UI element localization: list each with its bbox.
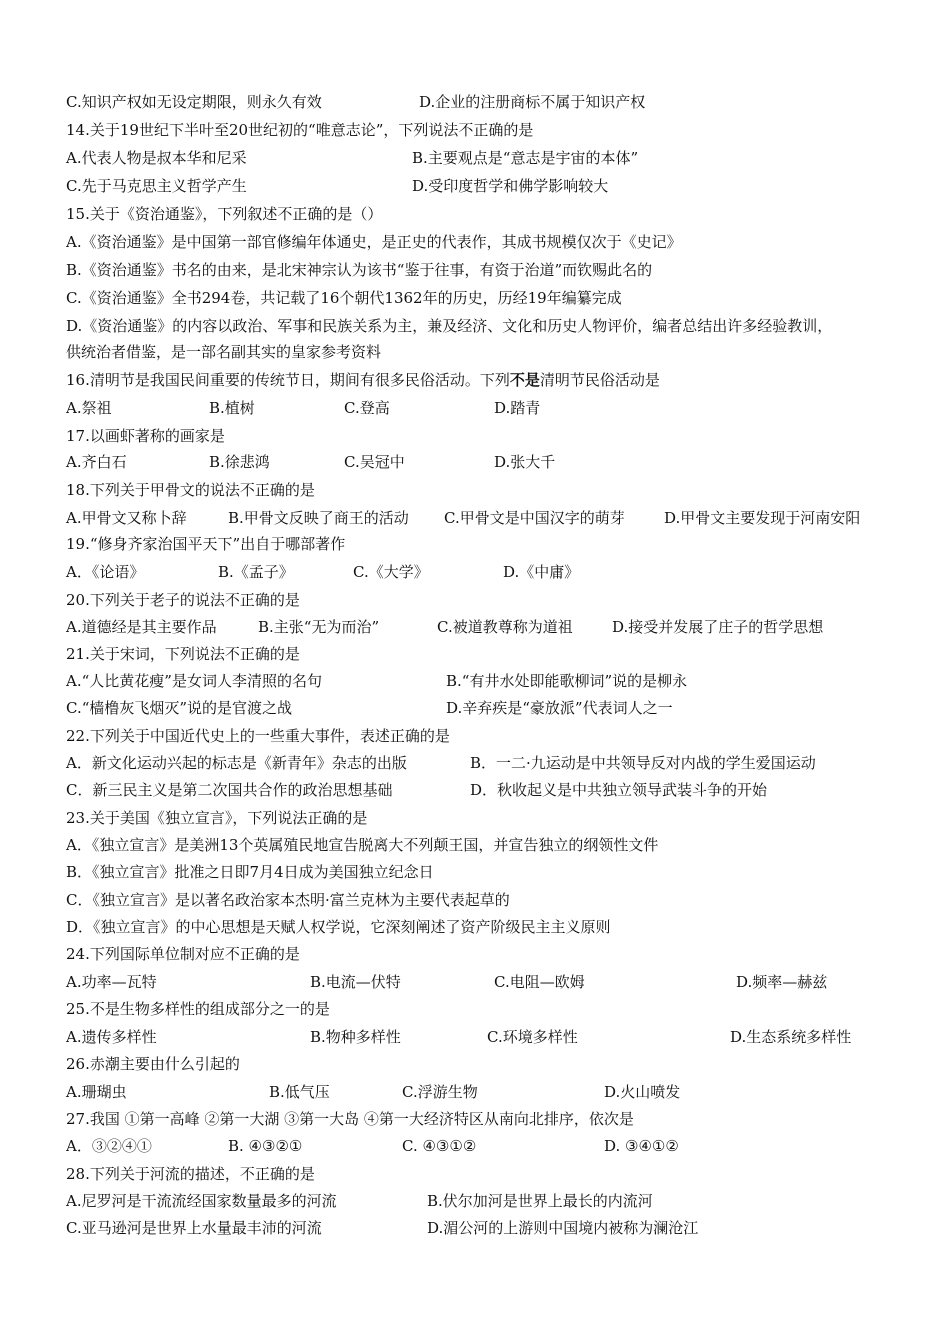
text-segment: 20.下列关于老子的说法不正确的是 [66,591,300,609]
text-segment: D.企业的注册商标不属于知识产权 [419,93,646,111]
question-text [66,534,345,554]
text-segment: 22.下列关于中国近代史上的一些重大事件，表述正确的是 [66,727,450,745]
question-text [66,917,611,937]
answer-option [66,671,322,691]
answer-option [487,1027,578,1047]
answer-option [494,972,585,992]
text-segment: A.祭祖 [66,399,112,417]
answer-option [427,1191,653,1211]
text-segment: D.甲骨文主要发现于河南安阳 [664,509,861,527]
text-segment: A．③②④① [66,1137,152,1155]
question-text [66,890,510,910]
text-segment: 27.我国 ①第一高峰 ②第一大湖 ③第一大岛 ④第一大经济特区从南向北排序，依次是 [66,1110,634,1128]
text-segment: 21.关于宋词，下列说法不正确的是 [66,645,300,663]
text-segment: C．《独立宣言》是以著名政治家本杰明·富兰克林为主要代表起草的 [66,891,510,909]
text-segment: 供统治者借鉴，是一部名副其实的皇家参考资料 [66,343,382,361]
text-segment: D.接受并发展了庄子的哲学思想 [612,618,824,636]
answer-option [444,508,625,528]
text-segment: 19.“修身齐家治国平天下”出自于哪部著作 [66,535,346,553]
text-segment: C.环境多样性 [487,1028,578,1046]
answer-option [470,753,816,773]
text-segment: 23.关于美国《独立宣言》，下列说法正确的是 [66,809,368,827]
question-text [66,316,832,336]
text-segment: C.亚马逊河是世界上水量最丰沛的河流 [66,1219,322,1237]
answer-option [218,562,294,582]
answer-option [269,1082,330,1102]
answer-option [66,92,322,112]
text-segment: C. ④③①② [402,1137,477,1155]
text-segment: C.《资治通鉴》全书294卷，共记载了16个朝代1362年的历史，历经19年编纂完成 [66,289,622,307]
answer-option [344,398,390,418]
answer-option [66,398,112,418]
text-segment: B.低气压 [269,1083,330,1101]
text-segment: D.辛弃疾是“豪放派”代表词人之一 [446,699,673,717]
answer-option [402,1136,476,1156]
text-segment: A．《独立宣言》是美洲13个英属殖民地宣告脱离大不列颠王国，并宣告独立的纲领性文件 [66,836,659,854]
answer-option [228,508,409,528]
text-segment: D. ③④①② [604,1137,679,1155]
text-segment: C.“樯橹灰飞烟灭”说的是官渡之战 [66,699,293,717]
text-segment: A．《论语》 [66,563,145,581]
question-text [66,644,300,664]
answer-option [66,753,407,773]
text-segment: 28.下列关于河流的描述，不正确的是 [66,1165,315,1183]
answer-option [427,1218,698,1238]
emphasis-text: 不是 [509,371,540,389]
text-segment: B. ④③②① [228,1137,303,1155]
text-segment: D．秋收起义是中共独立领导武装斗争的开始 [470,781,768,799]
answer-option [310,972,401,992]
text-segment: 17.以画虾著称的画家是 [66,427,225,445]
text-segment: 24.下列国际单位制对应不正确的是 [66,945,300,963]
question-text [66,1109,634,1129]
text-segment: D.《资治通鉴》的内容以政治、军事和民族关系为主，兼及经济、文化和历史人物评价，编者总结出许多经验教训， [66,317,833,335]
text-segment: D．《独立宣言》的中心思想是天赋人权学说，它深刻阐述了资产阶级民主主义原则 [66,918,611,936]
answer-option [437,617,573,637]
text-segment: B.《孟子》 [218,563,294,581]
text-segment: D.张大千 [494,453,556,471]
answer-option [446,671,687,691]
answer-option [402,1082,478,1102]
text-segment: 26.赤潮主要由什么引起的 [66,1055,240,1073]
text-segment: B.主张“无为而治” [258,618,380,636]
answer-option [66,698,292,718]
answer-option [66,176,247,196]
text-segment: C.先于马克思主义哲学产生 [66,177,247,195]
answer-option [66,1136,152,1156]
text-segment: B.植树 [209,399,255,417]
text-segment: 15.关于《资治通鉴》，下列叙述不正确的是（） [66,205,383,223]
question-text [66,590,300,610]
text-segment: D.频率—赫兹 [736,973,828,991]
text-segment: A.功率—瓦特 [66,973,157,991]
text-segment: A.《资治通鉴》是中国第一部官修编年体通史，是正史的代表作，其成书规模仅次于《史记》 [66,233,682,251]
text-segment: B.主要观点是“意志是宇宙的本体” [412,149,639,167]
answer-option [730,1027,851,1047]
question-text [66,999,330,1019]
answer-option [494,452,555,472]
text-segment: 16.清明节是我国民间重要的传统节日，期间有很多民俗活动。下列 [66,371,510,389]
text-segment: C.知识产权如无设定期限，则永久有效 [66,93,322,111]
question-text [66,1054,240,1074]
answer-option [412,176,608,196]
text-segment: C.吴冠中 [344,453,405,471]
text-segment: A．新文化运动兴起的标志是《新青年》杂志的出版 [66,754,407,772]
text-segment: A.齐白石 [66,453,127,471]
answer-option [258,617,379,637]
question-text [66,480,315,500]
text-segment: C.浮游生物 [402,1083,478,1101]
text-segment: B.甲骨文反映了商王的活动 [228,509,409,527]
answer-option [209,398,255,418]
text-segment: 清明节民俗活动是 [539,371,660,389]
answer-option [470,780,767,800]
text-segment: B.“有井水处即能歌柳词”说的是柳永 [446,672,688,690]
text-segment: D.受印度哲学和佛学影响较大 [412,177,609,195]
text-segment: D.生态系统多样性 [730,1028,852,1046]
text-segment: B.《资治通鉴》书名的由来，是北宋神宗认为该书“鉴于往事，有资于治道”而钦赐此名的 [66,261,653,279]
text-segment: B.伏尔加河是世界上最长的内流河 [427,1192,653,1210]
text-segment: A.甲骨文又称卜辞 [66,509,187,527]
question-text [66,342,381,362]
text-segment: B.物种多样性 [310,1028,401,1046]
answer-option [503,562,579,582]
answer-option [310,1027,401,1047]
question-text [66,232,682,252]
text-segment: D.《中庸》 [503,563,580,581]
text-segment: C.被道教尊称为道祖 [437,618,573,636]
answer-option [228,1136,302,1156]
answer-option [66,562,144,582]
answer-option [66,452,127,472]
answer-option [353,562,429,582]
answer-option [66,1218,322,1238]
question-text [66,808,367,828]
text-segment: C．新三民主义是第二次国共合作的政治思想基础 [66,781,393,799]
text-segment: 25.不是生物多样性的组成部分之一的是 [66,1000,330,1018]
text-segment: D.踏青 [494,399,541,417]
text-segment: A.代表人物是叔本华和尼采 [66,149,247,167]
text-segment: 18.下列关于甲骨文的说法不正确的是 [66,481,315,499]
question-text [66,835,658,855]
question-text [66,426,225,446]
answer-option [66,1191,337,1211]
question-text [66,1164,315,1184]
answer-option [66,1027,157,1047]
answer-option [66,148,247,168]
text-segment: D.火山喷发 [604,1083,681,1101]
answer-option [66,780,392,800]
answer-option [412,148,638,168]
question-text [66,120,533,140]
question-text [66,862,434,882]
answer-option [446,698,673,718]
answer-option [66,508,187,528]
question-text [66,944,300,964]
text-segment: C.甲骨文是中国汉字的萌芽 [444,509,625,527]
text-segment: B.徐悲鸿 [209,453,270,471]
text-segment: A.遗传多样性 [66,1028,157,1046]
text-segment: C.《大学》 [353,563,429,581]
answer-option [612,617,823,637]
answer-option [494,398,540,418]
text-segment: C.登高 [344,399,390,417]
text-segment: C.电阻—欧姆 [494,973,585,991]
answer-option [604,1082,680,1102]
question-text [66,288,622,308]
text-segment: D.湄公河的上游则中国境内被称为澜沧江 [427,1219,699,1237]
text-segment: A.尼罗河是干流流经国家数量最多的河流 [66,1192,337,1210]
text-segment: A.“人比黄花瘦”是女词人李清照的名句 [66,672,322,690]
answer-option [209,452,270,472]
text-segment: B．《独立宣言》批准之日即7月4日成为美国独立纪念日 [66,863,434,881]
answer-option [419,92,645,112]
answer-option [664,508,860,528]
question-text [66,726,450,746]
question-text [66,370,660,390]
answer-option [66,617,217,637]
answer-option [66,972,157,992]
question-text [66,204,382,224]
text-segment: 14.关于19世纪下半叶至20世纪初的“唯意志论”，下列说法不正确的是 [66,121,534,139]
question-text [66,260,652,280]
answer-option [736,972,827,992]
answer-option [604,1136,679,1156]
text-segment: A.道德经是其主要作品 [66,618,217,636]
text-segment: B.电流—伏特 [310,973,401,991]
answer-option [66,1082,127,1102]
answer-option [344,452,405,472]
text-segment: B．一二·九运动是中共领导反对内战的学生爱国运动 [470,754,816,772]
text-segment: A.珊瑚虫 [66,1083,127,1101]
